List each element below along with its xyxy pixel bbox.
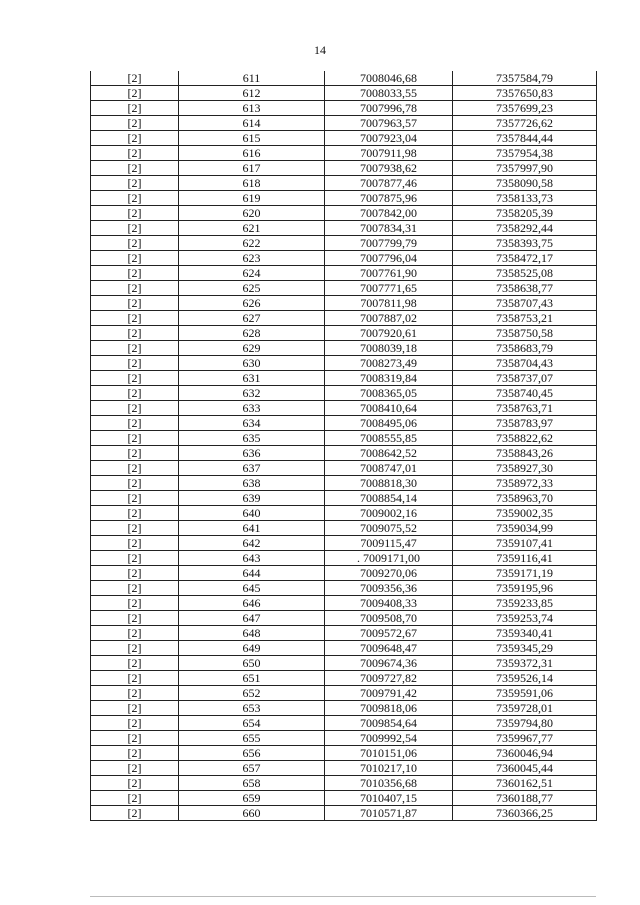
point-number-cell: 644 [179,566,325,581]
table-row [91,266,597,281]
y-coordinate-cell: 7359233,85 [453,596,597,611]
y-coordinate-cell: 7359728,01 [453,701,597,716]
y-coordinate-cell: 7360366,25 [453,806,597,821]
point-number-cell: 642 [179,536,325,551]
source-ref-cell: [2] [91,206,179,221]
point-number-cell: 643 [179,551,325,566]
y-coordinate-cell: 7357954,38 [453,146,597,161]
y-coordinate-cell: 7359253,74 [453,611,597,626]
x-coordinate-cell: 7007963,57 [325,116,453,131]
point-number-cell: 616 [179,146,325,161]
x-coordinate-cell: 7008273,49 [325,356,453,371]
source-ref-cell: [2] [91,446,179,461]
y-coordinate-cell: 7359526,14 [453,671,597,686]
y-coordinate-cell: 7358763,71 [453,401,597,416]
table-row [91,221,597,236]
y-coordinate-cell: 7358683,79 [453,341,597,356]
table-row [91,461,597,476]
source-ref-cell: [2] [91,731,179,746]
x-coordinate-cell: 7009674,36 [325,656,453,671]
table-row [91,341,597,356]
table-row [91,626,597,641]
point-number-cell: 622 [179,236,325,251]
table-row [91,716,597,731]
source-ref-cell: [2] [91,641,179,656]
y-coordinate-cell: 7358750,58 [453,326,597,341]
table-row [91,416,597,431]
x-coordinate-cell: 7009648,47 [325,641,453,656]
x-coordinate-cell: 7008854,14 [325,491,453,506]
table-row [91,731,597,746]
y-coordinate-cell: 7357997,90 [453,161,597,176]
y-coordinate-cell: 7358737,07 [453,371,597,386]
point-number-cell: 654 [179,716,325,731]
source-ref-cell: [2] [91,146,179,161]
table-row [91,296,597,311]
point-number-cell: 615 [179,131,325,146]
y-coordinate-cell: 7357584,79 [453,71,597,86]
source-ref-cell: [2] [91,581,179,596]
y-coordinate-cell: 7359591,06 [453,686,597,701]
table-row [91,536,597,551]
x-coordinate-cell: 7008410,64 [325,401,453,416]
y-coordinate-cell: 7358783,97 [453,416,597,431]
source-ref-cell: [2] [91,791,179,806]
source-ref-cell: [2] [91,131,179,146]
table-row [91,701,597,716]
point-number-cell: 611 [179,71,325,86]
source-ref-cell: [2] [91,266,179,281]
point-number-cell: 653 [179,701,325,716]
footer-divider [90,896,596,897]
source-ref-cell: [2] [91,476,179,491]
y-coordinate-cell: 7359002,35 [453,506,597,521]
point-number-cell: 634 [179,416,325,431]
point-number-cell: 619 [179,191,325,206]
point-number-cell: 649 [179,641,325,656]
point-number-cell: 633 [179,401,325,416]
point-number-cell: 624 [179,266,325,281]
source-ref-cell: [2] [91,491,179,506]
x-coordinate-cell: 7009075,52 [325,521,453,536]
source-ref-cell: [2] [91,701,179,716]
y-coordinate-cell: 7358704,43 [453,356,597,371]
x-coordinate-cell: 7007920,61 [325,326,453,341]
y-coordinate-cell: 7359345,29 [453,641,597,656]
source-ref-cell: [2] [91,551,179,566]
source-ref-cell: [2] [91,776,179,791]
coordinates-table-body [91,71,597,821]
y-coordinate-cell: 7358927,30 [453,461,597,476]
x-coordinate-cell: 7007771,65 [325,281,453,296]
y-coordinate-cell: 7357699,23 [453,101,597,116]
y-coordinate-cell: 7358525,08 [453,266,597,281]
source-ref-cell: [2] [91,86,179,101]
x-coordinate-cell: 7007887,02 [325,311,453,326]
point-number-cell: 650 [179,656,325,671]
point-number-cell: 625 [179,281,325,296]
table-row [91,401,597,416]
point-number-cell: 620 [179,206,325,221]
point-number-cell: 628 [179,326,325,341]
x-coordinate-cell: 7008642,52 [325,446,453,461]
y-coordinate-cell: 7358205,39 [453,206,597,221]
source-ref-cell: [2] [91,686,179,701]
x-coordinate-cell: 7009727,82 [325,671,453,686]
table-row [91,101,597,116]
source-ref-cell: [2] [91,416,179,431]
table-row [91,251,597,266]
point-number-cell: 612 [179,86,325,101]
x-coordinate-cell: 7009818,06 [325,701,453,716]
table-row [91,506,597,521]
point-number-cell: 645 [179,581,325,596]
y-coordinate-cell: 7359372,31 [453,656,597,671]
x-coordinate-cell: 7008033,55 [325,86,453,101]
y-coordinate-cell: 7358393,75 [453,236,597,251]
point-number-cell: 646 [179,596,325,611]
y-coordinate-cell: 7357650,83 [453,86,597,101]
y-coordinate-cell: 7359340,41 [453,626,597,641]
table-row [91,746,597,761]
point-number-cell: 621 [179,221,325,236]
y-coordinate-cell: 7360046,94 [453,746,597,761]
y-coordinate-cell: 7359195,96 [453,581,597,596]
y-coordinate-cell: 7358972,33 [453,476,597,491]
source-ref-cell: [2] [91,596,179,611]
point-number-cell: 629 [179,341,325,356]
point-number-cell: 637 [179,461,325,476]
point-number-cell: 655 [179,731,325,746]
table-row [91,671,597,686]
table-row [91,521,597,536]
y-coordinate-cell: 7359967,77 [453,731,597,746]
y-coordinate-cell: 7360188,77 [453,791,597,806]
source-ref-cell: [2] [91,326,179,341]
y-coordinate-cell: 7357844,44 [453,131,597,146]
point-number-cell: 632 [179,386,325,401]
point-number-cell: 613 [179,101,325,116]
point-number-cell: 652 [179,686,325,701]
x-coordinate-cell: 7007811,98 [325,296,453,311]
x-coordinate-cell: 7009270,06 [325,566,453,581]
x-coordinate-cell: 7009572,67 [325,626,453,641]
table-row [91,371,597,386]
x-coordinate-cell: 7008365,05 [325,386,453,401]
x-coordinate-cell: 7007796,04 [325,251,453,266]
x-coordinate-cell: 7010407,15 [325,791,453,806]
point-number-cell: 617 [179,161,325,176]
source-ref-cell: [2] [91,311,179,326]
x-coordinate-cell: 7010356,68 [325,776,453,791]
source-ref-cell: [2] [91,611,179,626]
source-ref-cell: [2] [91,761,179,776]
x-coordinate-cell: 7009115,47 [325,536,453,551]
point-number-cell: 636 [179,446,325,461]
source-ref-cell: [2] [91,356,179,371]
table-row [91,776,597,791]
point-number-cell: 626 [179,296,325,311]
source-ref-cell: [2] [91,71,179,86]
x-coordinate-cell: 7010571,87 [325,806,453,821]
source-ref-cell: [2] [91,461,179,476]
table-row [91,641,597,656]
source-ref-cell: [2] [91,341,179,356]
y-coordinate-cell: 7359034,99 [453,521,597,536]
table-row [91,206,597,221]
table-row [91,791,597,806]
y-coordinate-cell: 7358707,43 [453,296,597,311]
point-number-cell: 659 [179,791,325,806]
source-ref-cell: [2] [91,671,179,686]
x-coordinate-cell: 7007877,46 [325,176,453,191]
source-ref-cell: [2] [91,431,179,446]
source-ref-cell: [2] [91,236,179,251]
x-coordinate-cell: 7007996,78 [325,101,453,116]
x-coordinate-cell: 7007911,98 [325,146,453,161]
point-number-cell: 623 [179,251,325,266]
point-number-cell: 627 [179,311,325,326]
x-coordinate-cell: 7007938,62 [325,161,453,176]
y-coordinate-cell: 7358822,62 [453,431,597,446]
table-row [91,71,597,86]
point-number-cell: 631 [179,371,325,386]
y-coordinate-cell: 7359794,80 [453,716,597,731]
table-row [91,686,597,701]
source-ref-cell: [2] [91,536,179,551]
y-coordinate-cell: 7358090,58 [453,176,597,191]
x-coordinate-cell: 7008046,68 [325,71,453,86]
x-coordinate-cell: 7008747,01 [325,461,453,476]
source-ref-cell: [2] [91,176,179,191]
table-row [91,431,597,446]
table-row [91,476,597,491]
source-ref-cell: [2] [91,251,179,266]
source-ref-cell: [2] [91,566,179,581]
point-number-cell: 638 [179,476,325,491]
point-number-cell: 648 [179,626,325,641]
point-number-cell: 660 [179,806,325,821]
point-number-cell: 614 [179,116,325,131]
source-ref-cell: [2] [91,521,179,536]
y-coordinate-cell: 7358292,44 [453,221,597,236]
table-row [91,491,597,506]
y-coordinate-cell: 7358963,70 [453,491,597,506]
point-number-cell: 635 [179,431,325,446]
x-coordinate-cell: 7007799,79 [325,236,453,251]
table-row [91,176,597,191]
source-ref-cell: [2] [91,626,179,641]
table-row [91,566,597,581]
table-row [91,236,597,251]
table-row [91,326,597,341]
table-row [91,386,597,401]
x-coordinate-cell: 7009992,54 [325,731,453,746]
x-coordinate-cell: 7007875,96 [325,191,453,206]
table-row [91,656,597,671]
point-number-cell: 639 [179,491,325,506]
x-coordinate-cell: 7009791,42 [325,686,453,701]
table-row [91,161,597,176]
table-row [91,86,597,101]
point-number-cell: 647 [179,611,325,626]
source-ref-cell: [2] [91,371,179,386]
table-row [91,611,597,626]
table-row [91,131,597,146]
source-ref-cell: [2] [91,716,179,731]
point-number-cell: 630 [179,356,325,371]
x-coordinate-cell: . 7009171,00 [325,551,453,566]
source-ref-cell: [2] [91,746,179,761]
x-coordinate-cell: 7009508,70 [325,611,453,626]
page-number: 14 [314,43,326,57]
table-row [91,761,597,776]
x-coordinate-cell: 7007761,90 [325,266,453,281]
x-coordinate-cell: 7007923,04 [325,131,453,146]
x-coordinate-cell: 7010217,10 [325,761,453,776]
point-number-cell: 656 [179,746,325,761]
y-coordinate-cell: 7358843,26 [453,446,597,461]
table-row [91,146,597,161]
y-coordinate-cell: 7360045,44 [453,761,597,776]
point-number-cell: 640 [179,506,325,521]
source-ref-cell: [2] [91,101,179,116]
y-coordinate-cell: 7359107,41 [453,536,597,551]
x-coordinate-cell: 7009356,36 [325,581,453,596]
source-ref-cell: [2] [91,401,179,416]
source-ref-cell: [2] [91,806,179,821]
x-coordinate-cell: 7009408,33 [325,596,453,611]
point-number-cell: 657 [179,761,325,776]
y-coordinate-cell: 7360162,51 [453,776,597,791]
x-coordinate-cell: 7009854,64 [325,716,453,731]
source-ref-cell: [2] [91,191,179,206]
x-coordinate-cell: 7008818,30 [325,476,453,491]
x-coordinate-cell: 7010151,06 [325,746,453,761]
x-coordinate-cell: 7007842,00 [325,206,453,221]
source-ref-cell: [2] [91,386,179,401]
table-row [91,281,597,296]
table-row [91,596,597,611]
x-coordinate-cell: 7008039,18 [325,341,453,356]
coordinates-table [90,71,597,821]
y-coordinate-cell: 7358753,21 [453,311,597,326]
table-row [91,116,597,131]
table-row [91,356,597,371]
y-coordinate-cell: 7357726,62 [453,116,597,131]
y-coordinate-cell: 7358472,17 [453,251,597,266]
table-row [91,806,597,821]
x-coordinate-cell: 7007834,31 [325,221,453,236]
source-ref-cell: [2] [91,506,179,521]
x-coordinate-cell: 7009002,16 [325,506,453,521]
table-row [91,311,597,326]
point-number-cell: 641 [179,521,325,536]
source-ref-cell: [2] [91,221,179,236]
y-coordinate-cell: 7358740,45 [453,386,597,401]
table-row [91,581,597,596]
y-coordinate-cell: 7358133,73 [453,191,597,206]
source-ref-cell: [2] [91,116,179,131]
y-coordinate-cell: 7359171,19 [453,566,597,581]
x-coordinate-cell: 7008319,84 [325,371,453,386]
source-ref-cell: [2] [91,281,179,296]
point-number-cell: 658 [179,776,325,791]
x-coordinate-cell: 7008495,06 [325,416,453,431]
source-ref-cell: [2] [91,296,179,311]
table-row [91,446,597,461]
y-coordinate-cell: 7359116,41 [453,551,597,566]
point-number-cell: 618 [179,176,325,191]
table-row [91,191,597,206]
table-row [91,551,597,566]
source-ref-cell: [2] [91,656,179,671]
point-number-cell: 651 [179,671,325,686]
source-ref-cell: [2] [91,161,179,176]
y-coordinate-cell: 7358638,77 [453,281,597,296]
x-coordinate-cell: 7008555,85 [325,431,453,446]
